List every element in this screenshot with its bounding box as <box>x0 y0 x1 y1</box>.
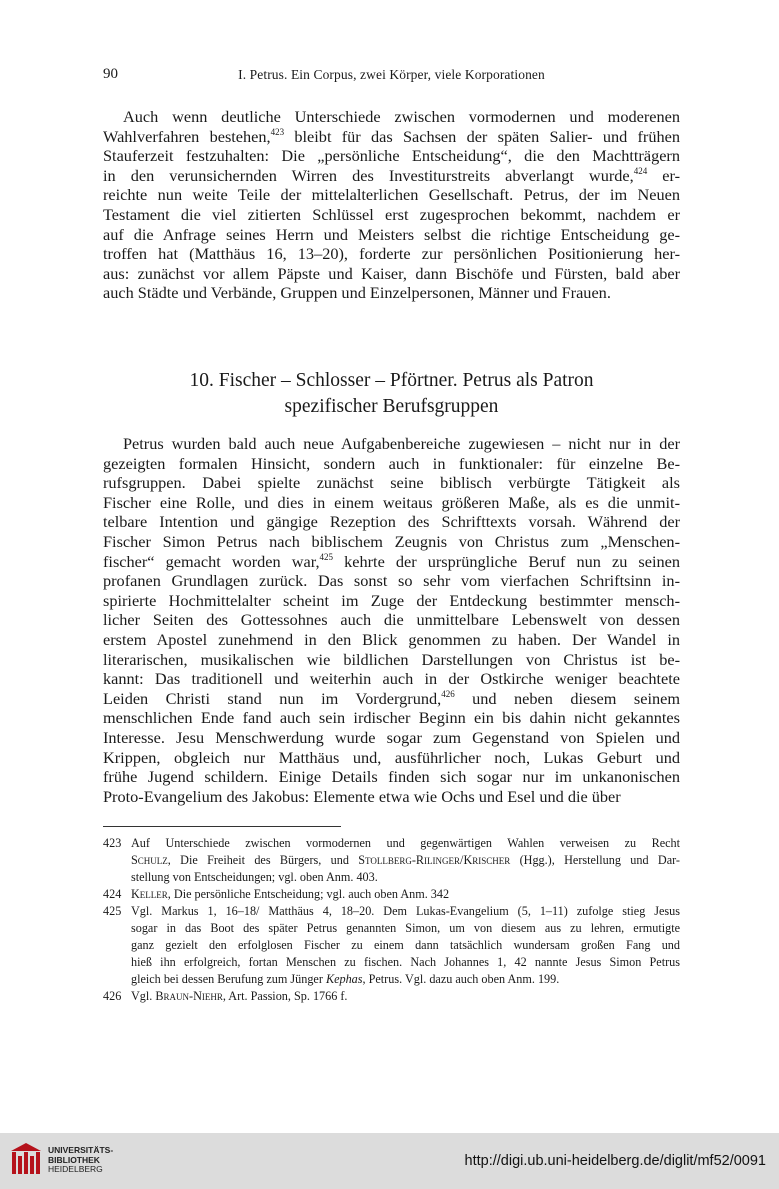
text-line: telbare Intention und gängige Rezeption des Schrifttexts vorsah. Während der <box>103 512 680 532</box>
text-line: gezeigten formalen Hinsicht, sondern auch in funktionaler: für einzelne Be- <box>103 453 680 473</box>
text-line: licher Seiten des Gottessohnes auch die unmittelbare Lebenswelt von dessen <box>103 610 680 630</box>
permalink-url[interactable]: http://digi.ub.uni-heidelberg.de/diglit/mf52/0091 <box>464 1153 766 1169</box>
logo-line-3: HEIDELBERG <box>48 1164 103 1174</box>
text-line: kannt: Das traditionell und weiterhin auch in der Ostkirche weniger beachtete <box>103 669 680 689</box>
running-title: I. Petrus. Ein Corpus, zwei Körper, viele Korporationen <box>238 67 545 82</box>
text-line: fischer“ gemacht worden war,$^{425}$ kehrte der ursprüngliche Beruf nun zu seinen <box>103 551 680 571</box>
library-logo-icon <box>10 1142 42 1178</box>
text-line: aus: zunächst vor allem Päpste und Kaiser, dann Bischöfe und Fürsten, bald aber <box>103 263 680 283</box>
text-line: Leiden Christi stand nun im Vordergrund,$^{426}$ und neben diesem seinem <box>103 688 681 708</box>
library-logo-text <box>48 1146 113 1175</box>
text-line: Fischer Simon Petrus nach biblischem Zeugnis von Christus zum „Menschen- <box>103 531 680 551</box>
page-header <box>103 66 680 88</box>
footnote-reference[interactable]: 423 <box>270 126 285 137</box>
text-line: in den verunsichernden Wirren des Investiturstreits abverlangt wurde,$^{424}$ er- <box>103 165 680 185</box>
footnote-line: sogar in das Boot des später Petrus genannten Simon, um von diesem aus zu lehren, ermutigte <box>131 921 680 935</box>
logo-line-2: BIBLIOTHEK <box>48 1154 100 1165</box>
text-line: Proto-Evangelium des Jakobus: Elemente etwa wie Ochs und Esel und die über <box>103 786 621 806</box>
text-line: Fischer eine Rolle, und dies in einem weitaus größeren Maße, als es die unmit- <box>103 492 680 512</box>
footnote-line: Auf Unterschiede zwischen vormodernen und gegenwärtigen Wahlen verweisen zu Recht <box>131 836 680 850</box>
text-line: profanen Grundlagen zurück. Das sonst so sehr vom vierfachen Schriftsinn in- <box>103 571 680 591</box>
footnote-reference[interactable]: 424 <box>633 165 648 176</box>
paragraph-1 <box>103 107 680 303</box>
footnote-line: Vgl. Braun-Niehr, Art. Passion, Sp. 1766 f. <box>131 989 348 1003</box>
footnote <box>103 988 680 1005</box>
text-line: Testament die viel zitierten Schlüssel erst zugesprochen bekommt, nachdem er <box>103 204 680 224</box>
section-heading-line-1: 10. Fischer – Schlosser – Pförtner. Petrus als Patron <box>189 370 594 391</box>
footnote-line: Vgl. Markus 1, 16–18/ Matthäus 4, 18–20. Dem Lukas-Evangelium (5, 1–11) zufolge stieg Jesus <box>131 904 680 918</box>
logo-line-1: UNIVERSITÄTS- <box>48 1145 114 1155</box>
text-line: erstem Apostel zunehmend in den Blick genommen zu haben. Der Wandel in <box>103 629 680 649</box>
text-line: Wahlverfahren bestehen,$^{423}$ bleibt für das Sachsen der späten Salier- und frühen <box>103 126 681 146</box>
footnote <box>103 886 680 903</box>
page-number: 90 <box>103 66 118 82</box>
text-line: menschlichen Ende fand auch sein irdischer Beginn ein bis dahin nicht gekanntes <box>103 708 680 728</box>
footnote-line: Keller, Die persönliche Entscheidung; vgl. auch oben Anm. 342 <box>131 887 450 901</box>
footnote-line: gleich bei dessen Berufung zum Jünger Kephas, Petrus. Vgl. dazu auch oben Anm. 199. <box>131 972 560 986</box>
logo-bar <box>24 1152 28 1174</box>
footnote-number: 424 <box>103 887 122 901</box>
text-line: troffen hat (Matthäus 16, 13–20), forderte zur persönlichen Positionierung her- <box>103 244 680 264</box>
text-line: Interesse. Jesu Menschwerdung wurde sogar zum Gegenstand von Spielen und <box>103 727 680 747</box>
logo-bar <box>18 1156 22 1174</box>
footnote-rule <box>103 826 341 827</box>
footnote <box>103 835 680 886</box>
footnote-reference[interactable]: 426 <box>441 688 455 699</box>
logo-bar <box>12 1152 16 1174</box>
text-line: Krippen, obgleich nur Matthäus und, ausführlicher noch, Lukas Geburt und <box>103 747 680 767</box>
paragraph-2 <box>103 434 680 806</box>
footnote-number: 425 <box>103 904 122 918</box>
logo-roof <box>11 1143 41 1151</box>
text-line: reichte nun weite Teile der mittelalterlichen Gesellschaft. Petrus, der im Neuen <box>103 185 680 205</box>
text-line: rufsgruppen. Dabei spielte zunächst seine biblisch verbürgte Tätigkeit als <box>103 473 680 493</box>
library-logo[interactable] <box>10 1142 120 1178</box>
footnote-line: stellung von Entscheidungen; vgl. oben Anm. 403. <box>131 870 378 884</box>
footnote <box>103 903 680 988</box>
text-line: Petrus wurden bald auch neue Aufgabenbereiche zugewiesen – nicht nur in der <box>123 434 680 453</box>
text-line: spirierte Hochmittelalter scheint im Zuge der Entdeckung bestimmter mensch- <box>103 590 680 610</box>
text-line: Stauferzeit festzuhalten: Die „persönliche Entscheidung“, die den Machtträgern <box>103 146 680 166</box>
footnote-line: ganz gezielt den erfolglosen Fischer zu einem dann tatsächlich wundersam großen Fang und <box>131 938 680 952</box>
logo-bar <box>36 1152 40 1174</box>
text-line: literarischen, musikalischen wie bildlichen Darstellungen von Christus ist be- <box>103 649 680 669</box>
viewer-footer <box>0 1133 779 1189</box>
text-line: auch Städte und Verbände, Gruppen und Einzelpersonen, Männer und Frauen. <box>103 283 611 303</box>
text-line: frühe Jugend schildern. Einige Details finden sich sogar nur im unkanonischen <box>103 767 680 787</box>
footnote-line: hieß ihn erfolgreich, fortan Menschen zu fischen. Nach Johannes 1, 42 nannte Jesus Simon Petrus <box>131 955 680 969</box>
footnote-line: Schulz, Die Freiheit des Bürgers, und Stollberg-Rilinger/Krischer (Hgg.), Herstellung und Dar- <box>131 853 680 867</box>
section-heading <box>103 368 680 420</box>
text-line: auf die Anfrage seines Herrn und Meisters selbst die richtige Entscheidung ge- <box>103 224 680 244</box>
footnote-reference[interactable]: 425 <box>319 551 334 562</box>
footnote-number: 423 <box>103 836 122 850</box>
logo-bar <box>30 1156 34 1174</box>
section-heading-line-2: spezifischer Berufsgruppen <box>284 396 499 417</box>
footnotes <box>103 835 680 1005</box>
footnote-number: 426 <box>103 989 122 1003</box>
text-line: Auch wenn deutliche Unterschiede zwischen vormodernen und moderenen <box>123 107 680 126</box>
